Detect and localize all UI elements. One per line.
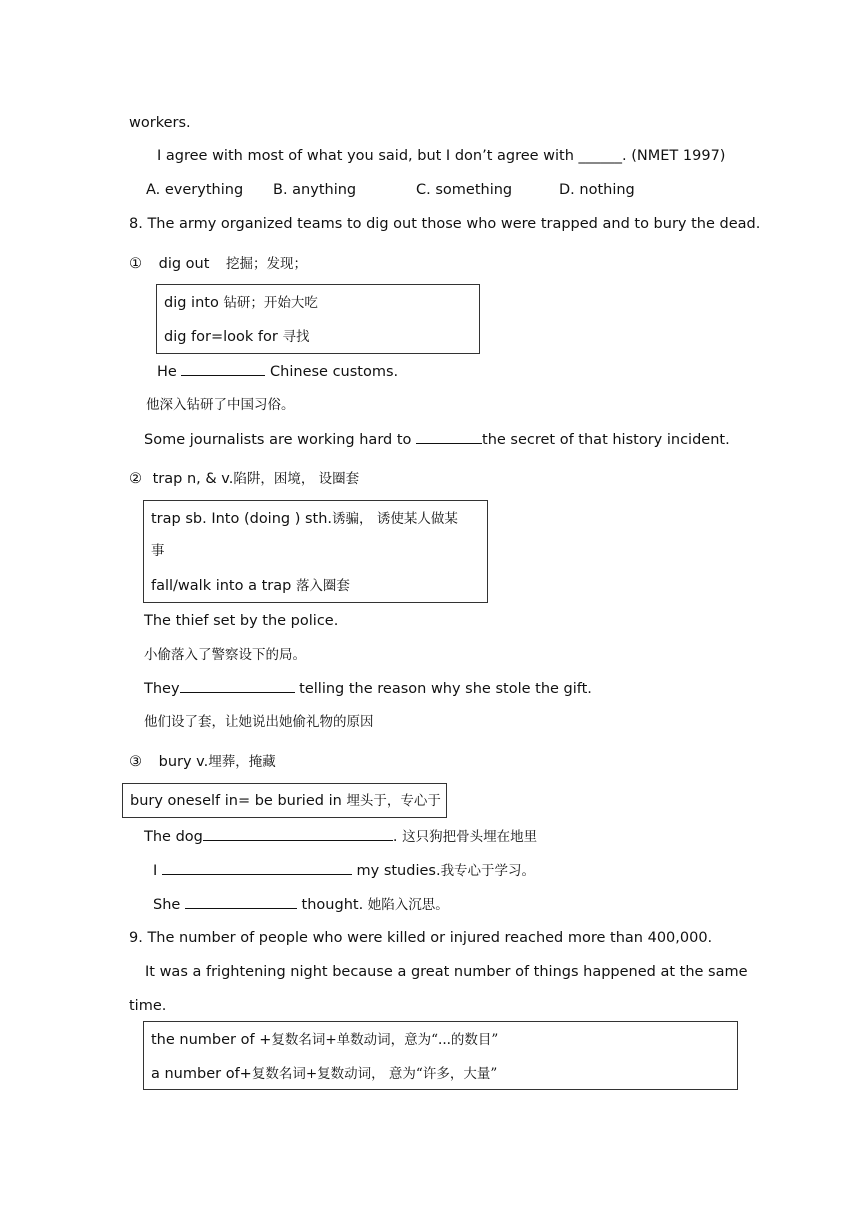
fall-into-term: fall/walk into a trap [151,578,292,594]
dig-into-line [164,293,318,313]
trap-sb-meaning-wrap: 事 [151,543,165,559]
exercise-journalists-start: Some journalists are working hard to [144,432,412,448]
example-agree: I agree with most of what you said, but I don’t agree with ______. (NMET 1997) [157,148,726,164]
exercise-he-start: He [157,364,177,380]
trap-meaning: 陷阱，困境， 设圈套 [233,471,360,487]
fall-into-line [151,576,350,596]
exercise-i-start: I [153,863,158,879]
exercise-she-start: She [153,897,181,913]
option-c: C. something [416,182,513,198]
exercise-they [144,678,592,699]
exercise-they-translation: 他们设了套，让她说出她偷礼物的原因 [144,714,374,730]
dig-out-meaning: 挖掘；发现； [226,256,308,272]
exercise-journalists-end: the secret of that history incident. [482,432,730,448]
exercise-he-end: Chinese customs. [270,364,399,380]
circled-number-2: ② [129,471,142,487]
answer-blank [180,678,295,693]
answer-blank [162,860,352,875]
option-b: B. anything [273,182,357,198]
exercise-dog-start: The dog [144,829,203,845]
bury-phrase-meaning: 埋头于，专心于 [346,793,441,809]
exercise-journalists [144,429,730,450]
the-number-of-term: the number of + [151,1032,272,1048]
option-a: A. everything [146,182,244,198]
line-workers: workers. [129,115,191,131]
a-number-of-term: a number of+ [151,1066,252,1082]
trap-sb-term: trap sb. Into (doing ) sth. [151,511,333,527]
answer-blank [416,429,482,444]
dig-into-term: dig into [164,295,219,311]
exercise-i [153,860,535,881]
point-3-heading [129,752,276,772]
circled-number-1: ① [129,256,142,272]
bury-phrase-line [130,791,441,811]
example-night-line1: It was a frightening night because a great number of things happened at the same [145,964,748,980]
bury-term: bury v. [158,754,209,770]
bury-meaning: 埋葬，掩藏 [208,754,276,770]
exercise-dog-end: . [392,829,398,845]
answer-blank [203,826,393,841]
answer-blank [185,894,297,909]
example-night-line2: time. [129,998,167,1014]
exercise-they-start: They [144,681,180,697]
exercise-dog [144,826,537,847]
dig-for-line [164,327,309,347]
exercise-she [153,894,449,915]
exercise-they-end: telling the reason why she stole the gift. [299,681,592,697]
a-number-of-meaning: 复数名词+复数动词， 意为“许多，大量” [251,1066,498,1082]
trap-sb-line [151,509,458,529]
trap-sb-meaning: 诱骗， 诱使某人做某 [332,511,458,527]
dig-for-term: dig for=look for [164,329,278,345]
exercise-he-translation: 他深入钻研了中国习俗。 [146,397,295,413]
point-1-heading [129,254,307,274]
answer-blank [181,361,265,376]
exercise-i-translation: 我专心于学习。 [440,863,536,879]
exercise-dog-translation: 这只狗把骨头埋在地里 [402,829,538,845]
the-number-of-line [151,1030,498,1050]
point-2-heading [129,469,359,489]
bury-phrase-term: bury oneself in= be buried in [130,793,342,809]
exercise-i-end: my studies. [356,863,441,879]
exercise-he [157,361,398,382]
item-9-sentence: 9. The number of people who were killed or injured reached more than 400,000. [129,930,713,946]
exercise-thief: The thief set by the police. [144,613,339,629]
dig-for-meaning: 寻找 [282,329,310,345]
the-number-of-meaning: 复数名词+单数动词，意为“...的数目” [271,1032,499,1048]
dig-into-meaning: 钻研；开始大吃 [223,295,318,311]
option-d: D. nothing [559,182,635,198]
circled-number-3: ③ [129,754,142,770]
exercise-thief-translation: 小偷落入了警察设下的局。 [144,647,306,663]
item-8-sentence: 8. The army organized teams to dig out those who were trapped and to bury the dead. [129,216,761,232]
exercise-she-end: thought. [301,897,364,913]
fall-into-meaning: 落入圈套 [295,578,350,594]
a-number-of-line [151,1064,497,1084]
exercise-she-translation: 她陷入沉思。 [367,897,449,913]
trap-term: trap n, & v. [152,471,234,487]
dig-out-term: dig out [158,256,210,272]
